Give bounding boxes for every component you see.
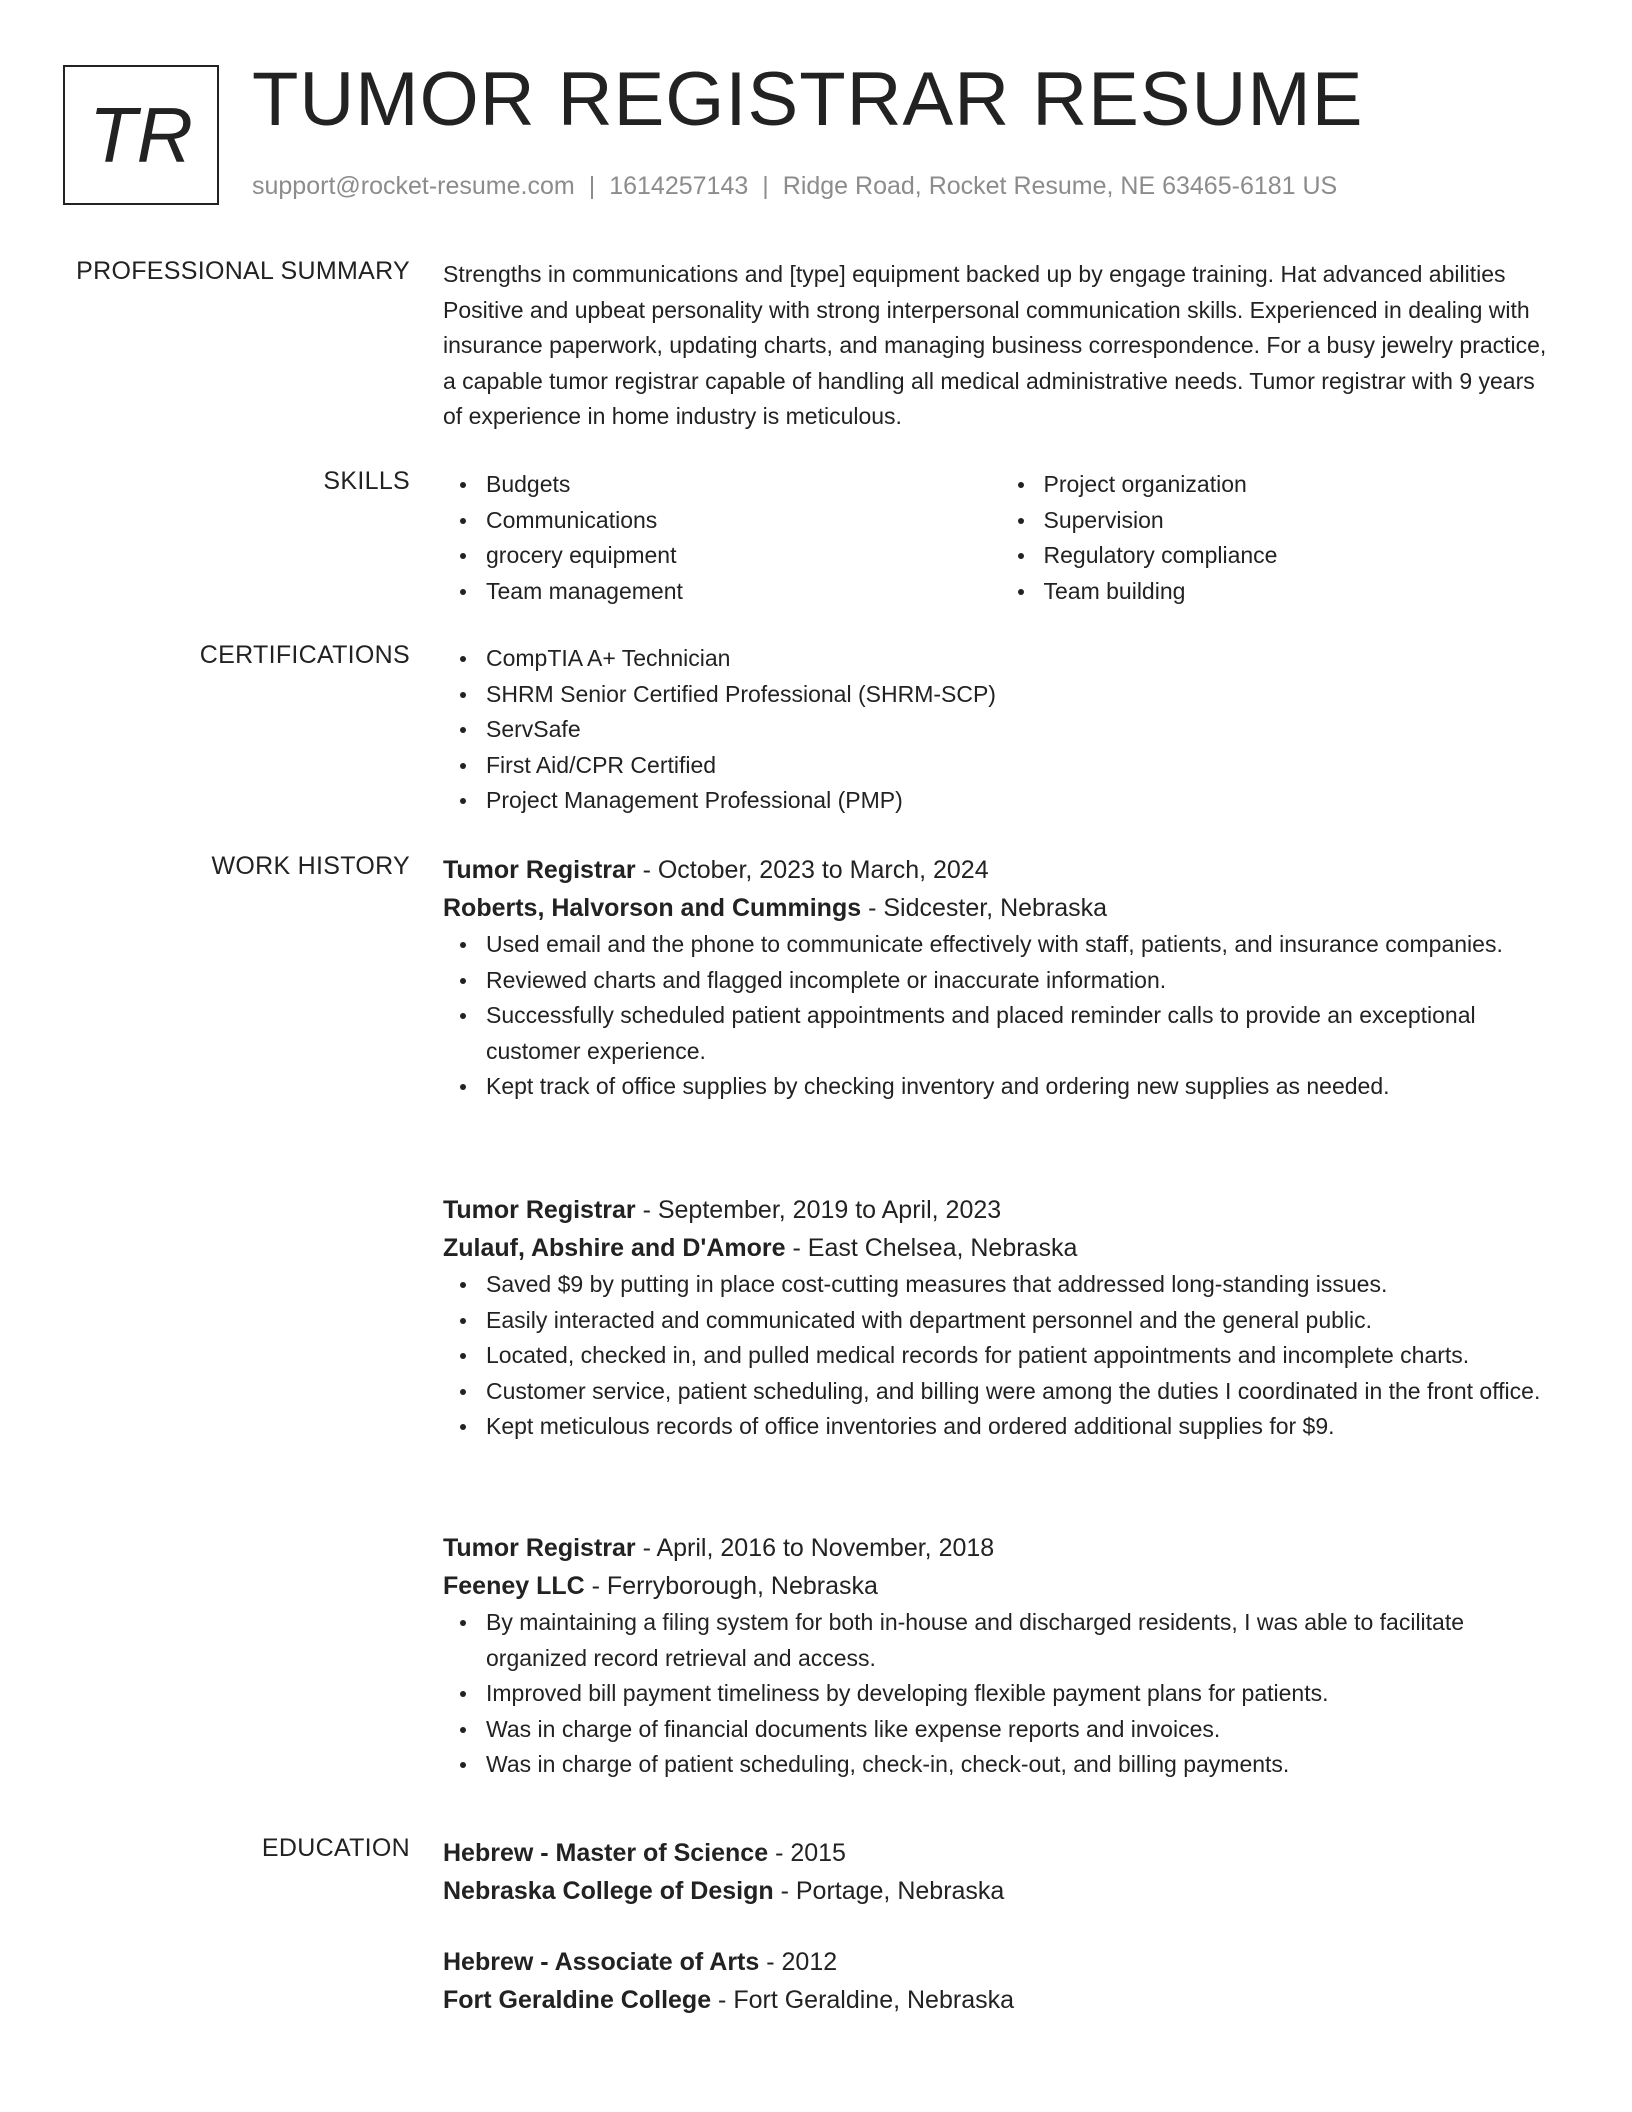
job-company: Roberts, Halvorson and Cummings (443, 894, 862, 922)
education-year: - 2012 (759, 1948, 838, 1976)
job-bullet: Kept track of office supplies by checking inventory and ordering new supplies as needed. (486, 1069, 1558, 1105)
job-location: - Sidcester, Nebraska (861, 894, 1108, 922)
education-degree-line (443, 1943, 1558, 1981)
contact-line (252, 172, 1337, 201)
education-location: - Portage, Nebraska (773, 1877, 1005, 1905)
contact-address: Ridge Road, Rocket Resume, NE 63465-6181 US (782, 172, 1338, 200)
skill-item: Supervision (1044, 503, 1559, 539)
job-bullet: Saved $9 by putting in place cost-cutting measures that addressed long-standing issues. (486, 1267, 1558, 1303)
education-degree: Hebrew - Associate of Arts (443, 1948, 760, 1976)
education-location: - Fort Geraldine, Nebraska (711, 1986, 1015, 2014)
job-title-line (443, 1529, 1558, 1567)
certification-item: Project Management Professional (PMP) (486, 783, 1558, 819)
monogram-box (63, 65, 219, 205)
job-bullet: Located, checked in, and pulled medical records for patient appointments and incomplete charts. (486, 1338, 1558, 1374)
job-bullets (443, 1267, 1558, 1445)
certifications-body (443, 641, 1558, 819)
section-label-work-history: WORK HISTORY (211, 852, 410, 880)
job-bullet: Kept meticulous records of office inventories and ordered additional supplies for $9. (486, 1409, 1558, 1445)
job-body (443, 1529, 1558, 1783)
section-label-certifications: CERTIFICATIONS (199, 641, 410, 669)
job-title: Tumor Registrar (443, 1534, 636, 1562)
certification-item: First Aid/CPR Certified (486, 748, 1558, 784)
job-company-line (443, 1229, 1558, 1267)
skills-body (443, 467, 1558, 609)
contact-phone: 1614257143 (609, 172, 749, 200)
contact-email: support@rocket-resume.com (252, 172, 575, 200)
job-company: Feeney LLC (443, 1572, 585, 1600)
job-bullet: Improved bill payment timeliness by developing flexible payment plans for patients. (486, 1676, 1558, 1712)
skill-item: Team building (1044, 574, 1559, 610)
job-title-line (443, 1191, 1558, 1229)
job-body (443, 851, 1558, 1105)
skill-item: Team management (486, 574, 1001, 610)
job-title-line (443, 851, 1558, 889)
job-location: - East Chelsea, Nebraska (785, 1234, 1078, 1262)
summary-text: Strengths in communications and [type] equipment backed up by engage training. Hat advanced abilities Positive and upbeat personality with strong interpersonal communication skills. Experienced in dealing with insurance paperwork, updating charts, and managing business correspondence. For a busy jewelry practice, a capable tumor registrar capable of handling all medical administrative needs. Tumor registrar with 9 years of experience in home industry is meticulous. (443, 261, 1547, 429)
job-bullet: Reviewed charts and flagged incomplete or inaccurate information. (486, 963, 1558, 999)
job-bullet: By maintaining a filing system for both in-house and discharged residents, I was able to facilitate organized record retrieval and access. (486, 1605, 1558, 1676)
education-school: Nebraska College of Design (443, 1877, 774, 1905)
education-body (443, 1834, 1558, 2019)
job-title: Tumor Registrar (443, 1196, 636, 1224)
contact-separator: | (588, 172, 596, 200)
certification-item: ServSafe (486, 712, 1558, 748)
job-dates: - September, 2019 to April, 2023 (635, 1196, 1002, 1224)
skills-list-left (443, 467, 1001, 609)
job-bullet: Used email and the phone to communicate effectively with staff, patients, and insurance companies. (486, 927, 1558, 963)
section-label-summary: PROFESSIONAL SUMMARY (76, 257, 410, 285)
education-school-line (443, 1981, 1558, 2019)
resume-title: TUMOR REGISTRAR RESUME (252, 57, 1364, 142)
job-bullet: Was in charge of patient scheduling, check-in, check-out, and billing payments. (486, 1747, 1558, 1783)
job-company: Zulauf, Abshire and D'Amore (443, 1234, 786, 1262)
job-company-line (443, 889, 1558, 927)
education-school: Fort Geraldine College (443, 1986, 712, 2014)
education-entry (443, 1943, 1558, 2019)
skill-item: Project organization (1044, 467, 1559, 503)
job-title: Tumor Registrar (443, 856, 636, 884)
job-bullet: Easily interacted and communicated with department personnel and the general public. (486, 1303, 1558, 1339)
education-school-line (443, 1872, 1558, 1910)
contact-separator: | (762, 172, 769, 200)
job-bullet: Customer service, patient scheduling, and billing were among the duties I coordinated in the front office. (486, 1374, 1558, 1410)
certifications-list (443, 641, 1558, 819)
job-dates: - April, 2016 to November, 2018 (635, 1534, 995, 1562)
education-degree-line (443, 1834, 1558, 1872)
job-dates: - October, 2023 to March, 2024 (635, 856, 989, 884)
job-body (443, 1191, 1558, 1445)
skill-item: Budgets (486, 467, 1001, 503)
education-degree: Hebrew - Master of Science (443, 1839, 769, 1867)
section-label-skills: SKILLS (323, 467, 410, 495)
skill-item: Communications (486, 503, 1001, 539)
job-bullet: Successfully scheduled patient appointments and placed reminder calls to provide an exceptional customer experience. (486, 998, 1558, 1069)
job-bullets (443, 927, 1558, 1105)
certification-item: CompTIA A+ Technician (486, 641, 1558, 677)
skills-grid (443, 467, 1558, 609)
education-year: - 2015 (768, 1839, 846, 1867)
job-bullet: Was in charge of financial documents like expense reports and invoices. (486, 1712, 1558, 1748)
job-company-line (443, 1567, 1558, 1605)
summary-body (443, 257, 1558, 435)
skill-item: Regulatory compliance (1044, 538, 1559, 574)
section-label-education: EDUCATION (261, 1834, 410, 1862)
job-location: - Ferryborough, Nebraska (584, 1572, 878, 1600)
skill-item: grocery equipment (486, 538, 1001, 574)
certification-item: SHRM Senior Certified Professional (SHRM-SCP) (486, 677, 1558, 713)
monogram-initials: TR (89, 90, 193, 179)
job-bullets (443, 1605, 1558, 1783)
education-entry (443, 1834, 1558, 1910)
skills-list-right (1001, 467, 1559, 609)
